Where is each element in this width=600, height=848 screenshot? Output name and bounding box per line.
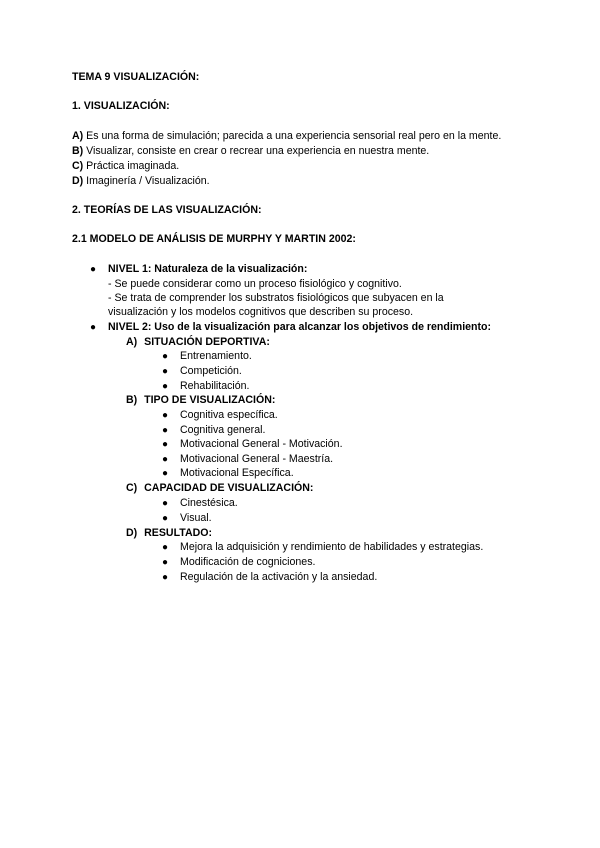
definition-label: C) bbox=[72, 160, 84, 172]
definition-c bbox=[72, 160, 179, 173]
nivel-1-line: visualización y los modelos cognitivos que describen su proceso. bbox=[108, 306, 414, 318]
definition-text: Es una forma de simulación; parecida a una experiencia sensorial real pero en la mente. bbox=[86, 130, 502, 142]
group-b-heading bbox=[126, 394, 275, 407]
definition-label: D) bbox=[72, 175, 84, 187]
group-title: CAPACIDAD DE VISUALIZACIÓN: bbox=[144, 482, 314, 494]
definition-text: Imaginería / Visualización. bbox=[86, 175, 210, 187]
group-label: B) bbox=[126, 394, 138, 406]
list-item: Motivacional General - Motivación. bbox=[180, 438, 343, 450]
list-item: Rehabilitación. bbox=[180, 380, 250, 392]
bullet-icon: ● bbox=[162, 542, 169, 553]
bullet-icon: ● bbox=[162, 454, 169, 465]
section-2-1-heading: 2.1 MODELO DE ANÁLISIS DE MURPHY Y MARTIN 2002: bbox=[72, 233, 356, 245]
group-title: SITUACIÓN DEPORTIVA: bbox=[144, 336, 270, 348]
group-d-heading bbox=[126, 527, 212, 540]
list-item: Competición. bbox=[180, 365, 242, 377]
group-title: TIPO DE VISUALIZACIÓN: bbox=[144, 394, 276, 406]
list-item: Motivacional Específica. bbox=[180, 467, 294, 479]
definition-text: Visualizar, consiste en crear o recrear una experiencia en nuestra mente. bbox=[86, 145, 430, 157]
bullet-icon: ● bbox=[162, 498, 169, 509]
list-item: Cognitiva general. bbox=[180, 424, 266, 436]
nivel-2-title: NIVEL 2: Uso de la visualización para alcanzar los objetivos de rendimiento: bbox=[108, 321, 492, 333]
group-c-heading bbox=[126, 482, 313, 495]
bullet-icon: ● bbox=[162, 572, 169, 583]
group-label: A) bbox=[126, 336, 138, 348]
bullet-icon: ● bbox=[162, 381, 169, 392]
group-a-heading bbox=[126, 336, 270, 349]
list-item: Motivacional General - Maestría. bbox=[180, 453, 334, 465]
definition-label: A) bbox=[72, 130, 84, 142]
section-1-heading: 1. VISUALIZACIÓN: bbox=[72, 100, 170, 112]
list-item: Cognitiva específica. bbox=[180, 409, 278, 421]
nivel-1-line: - Se trata de comprender los substratos fisiológicos que subyacen en la bbox=[108, 292, 444, 304]
document-title: TEMA 9 VISUALIZACIÓN: bbox=[72, 71, 200, 83]
bullet-icon: ● bbox=[162, 410, 169, 421]
bullet-icon: ● bbox=[162, 468, 169, 479]
list-item: Cinestésica. bbox=[180, 497, 238, 509]
definition-d bbox=[72, 175, 210, 188]
definition-text: Práctica imaginada. bbox=[86, 160, 180, 172]
bullet-icon: ● bbox=[162, 425, 169, 436]
bullet-icon: ● bbox=[162, 366, 169, 377]
group-label: C) bbox=[126, 482, 138, 494]
nivel-1-line: - Se puede considerar como un proceso fisiológico y cognitivo. bbox=[108, 278, 402, 290]
nivel-1-title: NIVEL 1: Naturaleza de la visualización: bbox=[108, 263, 308, 275]
bullet-icon: ● bbox=[90, 322, 97, 333]
bullet-icon: ● bbox=[162, 557, 169, 568]
bullet-icon: ● bbox=[162, 351, 169, 362]
list-item: Entrenamiento. bbox=[180, 350, 252, 362]
list-item: Modificación de cogniciones. bbox=[180, 556, 316, 568]
list-item: Visual. bbox=[180, 512, 212, 524]
definition-label: B) bbox=[72, 145, 84, 157]
bullet-icon: ● bbox=[90, 264, 97, 275]
bullet-icon: ● bbox=[162, 439, 169, 450]
bullet-icon: ● bbox=[162, 513, 169, 524]
section-2-heading: 2. TEORÍAS DE LAS VISUALIZACIÓN: bbox=[72, 204, 262, 216]
group-title: RESULTADO: bbox=[144, 527, 213, 539]
definition-b bbox=[72, 145, 429, 158]
list-item: Mejora la adquisición y rendimiento de habilidades y estrategias. bbox=[180, 541, 484, 553]
list-item: Regulación de la activación y la ansiedad. bbox=[180, 571, 378, 583]
definition-a bbox=[72, 130, 501, 143]
group-label: D) bbox=[126, 527, 138, 539]
